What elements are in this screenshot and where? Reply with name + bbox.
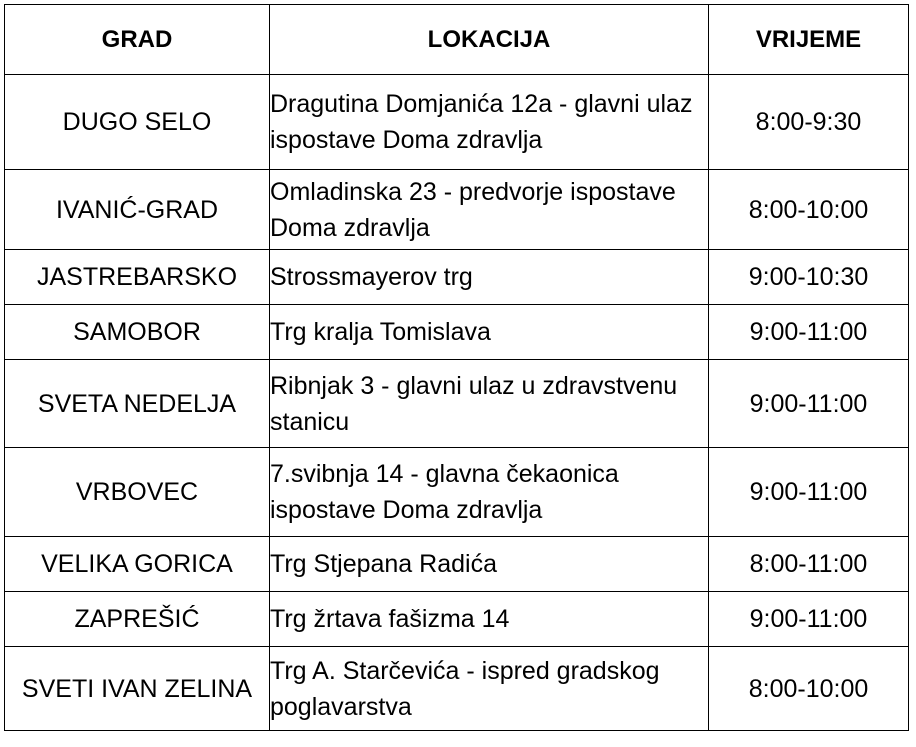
cell-lokacija: Strossmayerov trg [270,250,709,305]
cell-lokacija: 7.svibnja 14 - glavna čekaonica ispostave Doma zdravlja [270,448,709,537]
cell-vrijeme: 8:00-9:30 [709,75,909,170]
header-vrijeme: VRIJEME [709,5,909,75]
table-row [5,75,909,170]
table-row [5,305,909,360]
table-row [5,647,909,731]
cell-lokacija: Trg Stjepana Radića [270,537,709,592]
table-row [5,592,909,647]
cell-lokacija: Omladinska 23 - predvorje ispostave Doma zdravlja [270,170,709,250]
cell-grad: SAMOBOR [5,305,270,360]
cell-grad: DUGO SELO [5,75,270,170]
cell-grad: IVANIĆ-GRAD [5,170,270,250]
schedule-table [4,4,909,731]
cell-vrijeme: 8:00-10:00 [709,170,909,250]
cell-grad: SVETA NEDELJA [5,360,270,448]
cell-vrijeme: 9:00-10:30 [709,250,909,305]
table-row [5,360,909,448]
cell-vrijeme: 9:00-11:00 [709,592,909,647]
cell-grad: SVETI IVAN ZELINA [5,647,270,731]
header-row [5,5,909,75]
cell-vrijeme: 8:00-10:00 [709,647,909,731]
cell-grad: VELIKA GORICA [5,537,270,592]
table-row [5,250,909,305]
header-lokacija: LOKACIJA [270,5,709,75]
cell-lokacija: Dragutina Domjanića 12a - glavni ulaz ispostave Doma zdravlja [270,75,709,170]
cell-grad: ZAPREŠIĆ [5,592,270,647]
header-grad: GRAD [5,5,270,75]
cell-lokacija: Trg žrtava fašizma 14 [270,592,709,647]
cell-grad: VRBOVEC [5,448,270,537]
table-row [5,170,909,250]
cell-vrijeme: 9:00-11:00 [709,305,909,360]
cell-lokacija: Trg A. Starčevića - ispred gradskog poglavarstva [270,647,709,731]
cell-lokacija: Ribnjak 3 - glavni ulaz u zdravstvenu stanicu [270,360,709,448]
cell-lokacija: Trg kralja Tomislava [270,305,709,360]
table-row [5,448,909,537]
cell-vrijeme: 8:00-11:00 [709,537,909,592]
cell-vrijeme: 9:00-11:00 [709,448,909,537]
table-row [5,537,909,592]
cell-grad: JASTREBARSKO [5,250,270,305]
cell-vrijeme: 9:00-11:00 [709,360,909,448]
